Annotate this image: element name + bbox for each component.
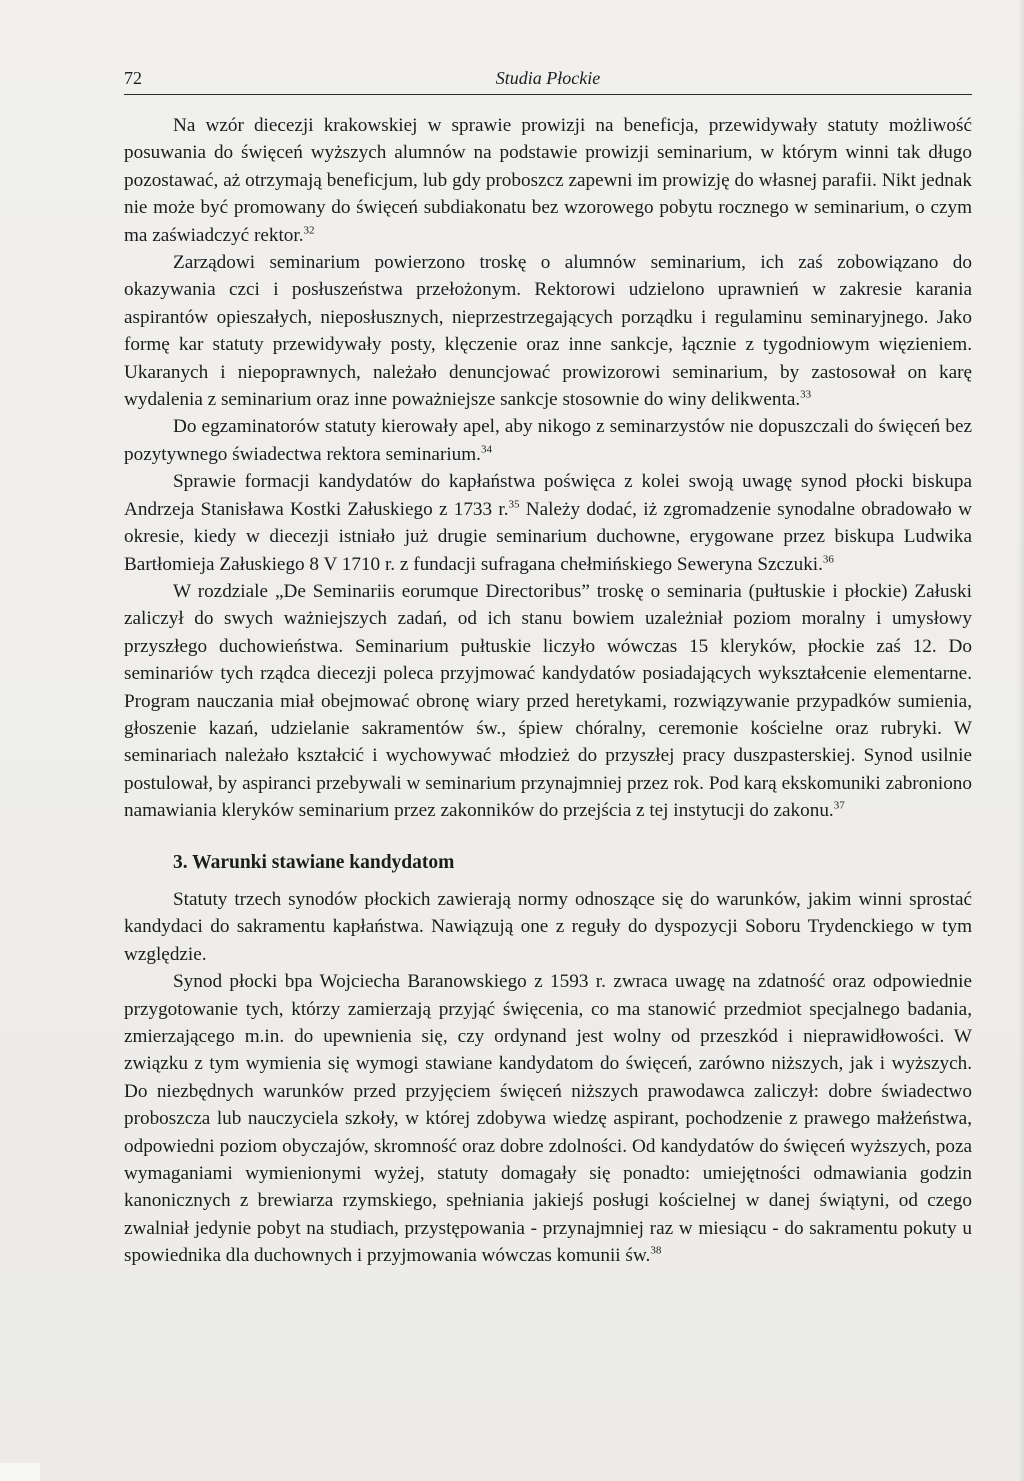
section-paragraph-2-text: Synod płocki bpa Wojciecha Baranowskiego z 1593 r. zwraca uwagę na zdatność oraz odpowiednie przygotowanie tych, którzy zamierzają przyjąć święcenia, co ma stanowić przedmiot specjalnego badania, zmierzającego m.in. do upewnienia się, czy ordynand jest wolny od przeszkód i nieprawidłowości. W związku z tym wymienia się wymogi stawiane kandydatom do święceń, zarówno niższych, jak i wyższych. Do niezbędnych warunków przed przyjęciem święceń niższych prawodawca zaliczył: dobre świadectwo proboszcza lub nauczyciela szkoły, w której zdobywa wiedzę aspirant, pochodzenie z prawego małżeństwa, odpowiedni poziom obyczajów, skromność oraz dobre zdolności. Od kandydatów do święceń wyższych, poza wymaganiami wymienionymi wyżej, statuty domagały się ponadto: umiejętności odmawiania godzin kanonicznych z brewiarza rzymskiego, spełniania jakiejś posługi kościelnej w danej świątyni, od czego zwalniał jedynie pobyt na studiach, przystępowania - przynajmniej raz w miesiącu - do sakramentu pokuty u spowiednika dla duchownych i przyjmowania wówczas komunii św. xyxy=(124,971,972,1267)
running-title: Studia Płockie xyxy=(495,68,601,88)
footnote-ref-32: 32 xyxy=(303,224,315,237)
footnote-ref-38: 38 xyxy=(650,1244,662,1257)
paragraph-2-text: Zarządowi seminarium powierzono troskę o alumnów seminarium, ich zaś zobowiązano do okazywania czci i posłuszeństwa przełożonym. Rektorowi udzielono uprawnień w zakresie karania aspirantów opieszałych, nieposłusznych, nieprzestrzegających porządku i regulaminu seminaryjnego. Jako formę kar statuty przewidywały posty, klęczenie oraz inne sankcje, łącznie z tygodniowym więzieniem. Ukaranych i niepoprawnych, należało denuncjować prowizorowi seminarium, by zastosował on karę wydalenia z seminarium oraz inne poważniejsze sankcje stosownie do winy delikwenta. xyxy=(124,252,972,411)
paragraph-1-text: Na wzór diecezji krakowskiej w sprawie prowizji na beneficja, przewidywały statuty możliwość posuwania do święceń wyższych alumnów na podstawie prowizji seminarium, w którym winni tak długo pozostawać, aż otrzymają beneficjum, lub gdy proboszcz zapewni im prowizję do własnej parafii. Nikt jednak nie może być promowany do święceń subdiakonatu bez wzorowego pobytu rocznego w seminarium, o czym ma zaświadczyć rektor. xyxy=(124,115,972,246)
paragraph-4-text: Sprawie formacji kandydatów do kapłaństwa poświęca z kolei swoją uwagę synod płocki biskupa Andrzeja Stanisława Kostki Załuskiego z 1733 r. xyxy=(124,471,972,520)
scan-edge-shadow xyxy=(1018,0,1024,1481)
section-paragraph-1 xyxy=(124,886,972,968)
footnote-ref-33: 33 xyxy=(800,388,812,401)
section-heading: 3. Warunki stawiane kandydatom xyxy=(173,851,455,873)
paragraph-3-text: Do egzaminatorów statuty kierowały apel, aby nikogo z seminarzystów nie dopuszczali do święceń bez pozytywnego świadectwa rektora seminarium. xyxy=(124,416,972,465)
body-text xyxy=(124,112,972,1270)
paragraph-2 xyxy=(124,249,972,413)
paragraph-1 xyxy=(124,112,972,249)
footnote-ref-35: 35 xyxy=(508,498,520,511)
page-number: 72 xyxy=(124,68,142,88)
paragraph-4 xyxy=(124,468,972,578)
footnote-ref-34: 34 xyxy=(480,443,492,456)
paragraph-5-text: W rozdziale „De Seminariis eorumque Directoribus” troskę o seminaria (pułtuskie i płockie) Załuski zaliczył do swych ważniejszych zadań, od ich stanu bowiem uzależniał poziom moralny i umysłowy przyszłego duchowieństwa. Seminarium pułtuskie liczyło wówczas 15 kleryków, płockie zaś 12. Do seminariów tych rządca diecezji poleca przyjmować kandydatów posiadających wykształcenie elementarne. Program nauczania miał obejmować obronę wiary przed heretykami, rozwiązywanie przypadków sumienia, głoszenie kazań, udzielanie sakramentów św., śpiew chóralny, ceremonie kościelne oraz rubryki. W seminariach należało kształcić i wychowywać młodzież do przyszłej pracy duszpasterskiej. Synod usilnie postulował, by aspiranci przebywali w seminarium przynajmniej przez rok. Pod karą ekskomuniki zabroniono namawiania kleryków seminarium przez zakonników do przejścia z tej instytucji do zakonu. xyxy=(124,580,972,822)
paragraph-5 xyxy=(124,578,972,825)
footnote-ref-37: 37 xyxy=(833,799,845,812)
page-header xyxy=(124,64,972,95)
paragraph-4-tail: Należy dodać, iż zgromadzenie synodalne obradowało w okresie, kiedy w diecezji istniało już drugie seminarium duchowne, erygowane przez biskupa Ludwika Bartłomieja Załuskiego 8 V 1710 r. z fundacji sufragana chełmińskiego Seweryna Szczuki. xyxy=(124,498,972,575)
scan-corner xyxy=(0,1463,40,1481)
section-paragraph-2 xyxy=(124,968,972,1269)
paragraph-3 xyxy=(124,413,972,468)
footnote-ref-36: 36 xyxy=(822,553,834,566)
section-paragraph-1-text: Statuty trzech synodów płockich zawierają normy odnoszące się do warunków, jakim winni sprostać kandydaci do sakramentu kapłaństwa. Nawiązują one z reguły do dyspozycji Soboru Trydenckiego w tym względzie. xyxy=(124,888,972,965)
